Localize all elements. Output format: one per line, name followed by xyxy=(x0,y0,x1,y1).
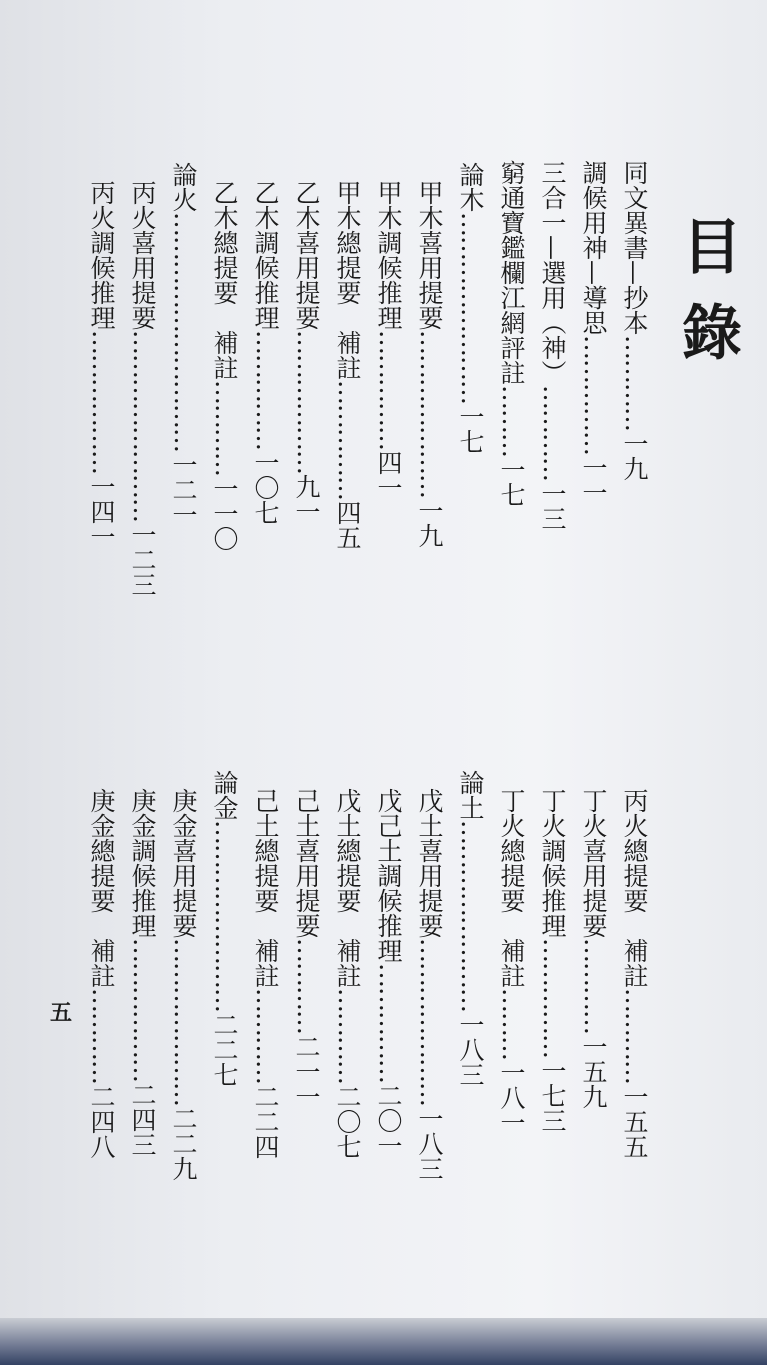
toc-entry-page: 四五 xyxy=(333,500,362,550)
toc-entry-title: 論火 xyxy=(169,162,198,212)
toc-entry xyxy=(409,768,450,1181)
toc-entry-page: 二二七 xyxy=(210,1012,239,1087)
toc-entry xyxy=(81,160,122,597)
toc-entry-leader: ………………………… xyxy=(169,212,198,452)
toc-entry-title: 論金 xyxy=(210,770,239,820)
toc-entry-leader: ………… xyxy=(579,938,608,1034)
toc-entry xyxy=(163,768,204,1181)
toc-entry-page: 二一一 xyxy=(292,1034,321,1109)
toc-entry-leader: ………… xyxy=(292,938,321,1034)
toc-entry-page: 四一 xyxy=(374,450,403,500)
toc-entry-title: 甲木總提要 補註 xyxy=(333,180,362,380)
toc-entry xyxy=(532,768,573,1181)
toc-entry-page: 一四一 xyxy=(87,474,116,549)
toc-entry-title: 論土 xyxy=(456,770,485,820)
toc-entry-title: 乙木喜用提要 xyxy=(292,180,321,330)
toc-entry-page: 一七 xyxy=(497,457,526,507)
toc-entry-page: 二二九 xyxy=(169,1106,198,1181)
toc-entry-title: 論木 xyxy=(456,162,485,212)
toc-entry-leader: ………………… xyxy=(415,330,444,498)
toc-entry-leader: …………… xyxy=(374,330,403,450)
toc-entry-leader: ………… xyxy=(620,988,649,1084)
toc-entry-leader: ………………… xyxy=(415,938,444,1106)
toc-entry-page: 一二三 xyxy=(128,522,157,597)
toc-entry xyxy=(573,768,614,1181)
toc-entry-page: 二〇七 xyxy=(333,1084,362,1159)
toc-entry-page: 一九 xyxy=(415,498,444,548)
toc-entry-title: 庚金總提要 補註 xyxy=(87,788,116,988)
toc-entry-leader: ……………… xyxy=(87,330,116,474)
toc-entry-title: 甲木調候推理 xyxy=(374,180,403,330)
toc-entry-leader: …………… xyxy=(538,938,567,1058)
toc-entry-page: 一九 xyxy=(620,431,649,481)
toc-entry xyxy=(614,160,655,597)
toc-entry xyxy=(163,160,204,597)
toc-entry-leader: …………………… xyxy=(210,820,239,1012)
toc-entry xyxy=(245,160,286,597)
toc-entry-title: 庚金喜用提要 xyxy=(169,788,198,938)
toc-entry xyxy=(122,160,163,597)
toc-entry-page: 一八三 xyxy=(415,1106,444,1181)
toc-entry-title: 調候用神—導思 xyxy=(579,160,608,335)
toc-entry-leader: ……… xyxy=(497,988,526,1060)
toc-entry-page: 一一〇 xyxy=(210,476,239,551)
toc-entry-leader: ………… xyxy=(87,988,116,1084)
toc-entry-page: 二〇一 xyxy=(374,1083,403,1158)
toc-entry-title: 丁火調候推理 xyxy=(538,788,567,938)
toc-entry xyxy=(286,160,327,597)
toc-entry xyxy=(491,160,532,597)
toc-entry-leader: …………… xyxy=(579,335,608,455)
page-number: 五 xyxy=(50,1000,73,1026)
toc-entry-leader: …………………… xyxy=(128,330,157,522)
toc-entry-leader: ……………… xyxy=(292,330,321,474)
toc-entry-title: 戊土喜用提要 xyxy=(415,788,444,938)
toc-entry xyxy=(614,768,655,1181)
toc-entry-page: 一三 xyxy=(538,481,567,531)
toc-entry xyxy=(204,768,245,1181)
toc-entry-page: 一七 xyxy=(456,404,485,454)
toc-entry-title: 丙火總提要 補註 xyxy=(620,788,649,988)
toc-entry xyxy=(368,768,409,1181)
toc-entry-leader: …………………… xyxy=(456,212,485,404)
toc-entry-title: 己土喜用提要 xyxy=(292,788,321,938)
toc-entry-page: 一七三 xyxy=(538,1058,567,1133)
toc-entry-page: 九一 xyxy=(292,474,321,524)
toc-entry xyxy=(204,160,245,597)
toc-entry-leader: ……………… xyxy=(128,938,157,1082)
toc-entry xyxy=(450,160,491,597)
toc-entry-leader: ………… xyxy=(620,335,649,431)
toc-entry-title: 窮通寶鑑欄江網評註 xyxy=(497,160,526,385)
toc-lower-section xyxy=(81,768,655,1181)
toc-entry-leader: ………… xyxy=(251,988,280,1084)
toc-entry xyxy=(450,768,491,1181)
toc-entry-leader: ………… xyxy=(538,385,567,481)
toc-entry xyxy=(409,160,450,597)
toc-entry xyxy=(368,160,409,597)
toc-entry-page: 一八一 xyxy=(497,1060,526,1135)
toc-entry-page: 一八三 xyxy=(456,1012,485,1087)
toc-entry-title: 甲木喜用提要 xyxy=(415,180,444,330)
toc-entry-title: 戊己土調候推理 xyxy=(374,788,403,963)
toc-entry-title: 丙火喜用提要 xyxy=(128,180,157,330)
toc-entry-page: 一五五 xyxy=(620,1084,649,1159)
toc-entry-leader: …………………… xyxy=(456,820,485,1012)
toc-entry-leader: ………………… xyxy=(169,938,198,1106)
toc-entry-title: 己土總提要 補註 xyxy=(251,788,280,988)
toc-entry-page: 二四八 xyxy=(87,1084,116,1159)
toc-entry-title: 丁火喜用提要 xyxy=(579,788,608,938)
page-edge-background xyxy=(0,1318,767,1365)
toc-entry xyxy=(491,768,532,1181)
toc-entry-title: 乙木調候推理 xyxy=(251,180,280,330)
toc-entry xyxy=(122,768,163,1181)
toc-entry-leader: ………… xyxy=(210,380,239,476)
toc-entry xyxy=(532,160,573,597)
toc-entry xyxy=(327,160,368,597)
toc-entry-page: 二二四 xyxy=(251,1084,280,1159)
toc-entry-page: 一五九 xyxy=(579,1034,608,1109)
toc-entry xyxy=(286,768,327,1181)
toc-entry-title: 乙木總提要 補註 xyxy=(210,180,239,380)
toc-entry-title: 三合一—選用（神） xyxy=(538,160,567,385)
toc-entry xyxy=(245,768,286,1181)
toc-entry-title: 同文異書—抄本 xyxy=(620,160,649,335)
toc-upper-section xyxy=(81,160,655,597)
toc-entry-title: 戊土總提要 補註 xyxy=(333,788,362,988)
toc-entry-page: 一〇七 xyxy=(251,450,280,525)
toc-entry xyxy=(327,768,368,1181)
toc-entry-leader: ………… xyxy=(333,988,362,1084)
toc-entry-title: 丙火調候推理 xyxy=(87,180,116,330)
toc-entry xyxy=(81,768,122,1181)
toc-entry-leader: …………… xyxy=(333,380,362,500)
toc-title: 目錄 xyxy=(672,215,742,387)
toc-entry-leader: …………… xyxy=(251,330,280,450)
toc-entry xyxy=(573,160,614,597)
toc-entry-leader: ……… xyxy=(497,385,526,457)
toc-entry-leader: …………… xyxy=(374,963,403,1083)
toc-entry-page: 一一 xyxy=(579,455,608,505)
toc-entry-title: 庚金調候推理 xyxy=(128,788,157,938)
toc-entry-page: 一二一 xyxy=(169,452,198,527)
toc-entry-page: 二四三 xyxy=(128,1082,157,1157)
toc-entry-title: 丁火總提要 補註 xyxy=(497,788,526,988)
